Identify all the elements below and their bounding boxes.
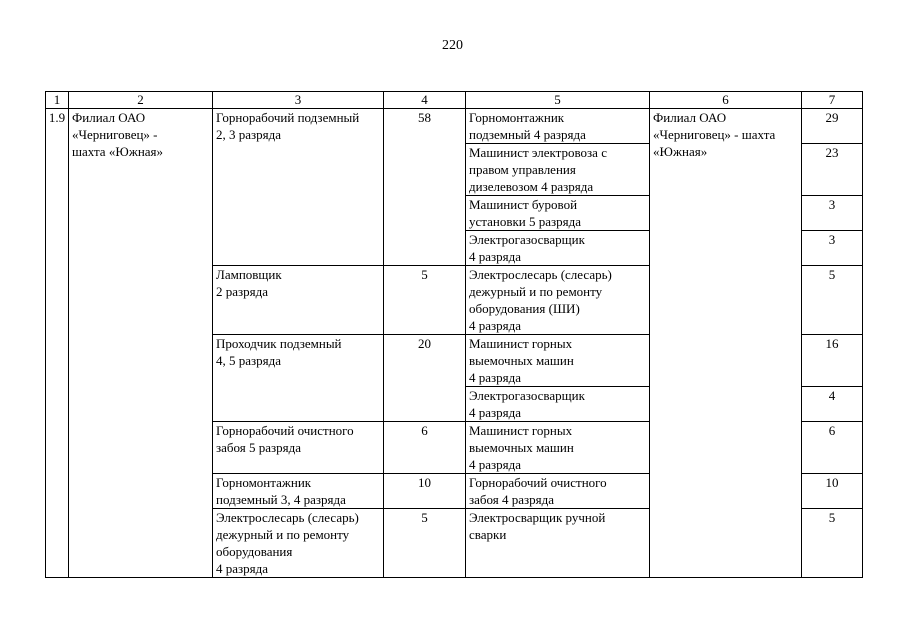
cell-line: Горнорабочий подземный (216, 110, 360, 125)
released-profession-cell (213, 474, 384, 509)
cell-line: Филиал ОАО (72, 110, 146, 125)
cell-line: дизелевозом 4 разряда (469, 179, 594, 194)
target-count-cell: 23 (802, 144, 863, 196)
target-profession-cell (466, 196, 650, 231)
cell-line: подземный 4 разряда (469, 127, 586, 142)
released-profession-cell (213, 335, 384, 422)
header-cell: 5 (466, 92, 650, 109)
target-profession-cell (466, 231, 650, 266)
cell-line: 4, 5 разряда (216, 353, 282, 368)
released-count-cell: 10 (384, 474, 466, 509)
target-profession-cell (466, 266, 650, 335)
cell-line: выемочных машин (469, 353, 574, 368)
released-count-cell: 6 (384, 422, 466, 474)
cell-line: Горнорабочий очистного (216, 423, 354, 438)
header-cell: 6 (650, 92, 802, 109)
released-count-cell: 5 (384, 509, 466, 578)
page-number: 220 (442, 38, 463, 53)
target-count-cell: 4 (802, 387, 863, 422)
cell-line: 2 разряда (216, 284, 269, 299)
cell-line: Горнорабочий очистного (469, 475, 607, 490)
cell-line: Филиал ОАО (653, 110, 727, 125)
table-row (46, 109, 863, 144)
target-profession-cell (466, 474, 650, 509)
cell-line: Горномонтажник (469, 110, 565, 125)
cell-line: забоя 5 разряда (216, 440, 302, 455)
target-profession-cell (466, 335, 650, 387)
cell-line: Ламповщик (216, 267, 282, 282)
header-cell: 4 (384, 92, 466, 109)
cell-line: Электросварщик ручной (469, 510, 606, 525)
released-count-cell: 58 (384, 109, 466, 266)
cell-line: 4 разряда (469, 370, 522, 385)
employee-transfer-table (45, 91, 863, 578)
target-profession-cell (466, 109, 650, 144)
target-count-cell: 10 (802, 474, 863, 509)
cell-line: забоя 4 разряда (469, 492, 555, 507)
header-cell: 2 (69, 92, 213, 109)
cell-line: правом управления (469, 162, 576, 177)
cell-line: Машинист электровоза с (469, 145, 607, 160)
header-cell: 7 (802, 92, 863, 109)
target-profession-cell (466, 422, 650, 474)
target-profession-cell (466, 387, 650, 422)
cell-line: Электрослесарь (слесарь) (469, 267, 612, 282)
target-count-cell: 16 (802, 335, 863, 387)
cell-line: 2, 3 разряда (216, 127, 282, 142)
cell-line: Электрогазосварщик (469, 388, 585, 403)
branch-cell (69, 109, 213, 578)
header-cell: 3 (213, 92, 384, 109)
released-profession-cell (213, 109, 384, 266)
released-profession-cell (213, 422, 384, 474)
cell-line: 4 разряда (216, 561, 269, 576)
released-count-cell: 5 (384, 266, 466, 335)
cell-line: подземный 3, 4 разряда (216, 492, 346, 507)
target-profession-cell (466, 144, 650, 196)
cell-line: «Черниговец» - шахта (653, 127, 776, 142)
target-branch-cell (650, 109, 802, 578)
cell-line: 4 разряда (469, 405, 522, 420)
target-count-cell: 5 (802, 509, 863, 578)
cell-line: дежурный и по ремонту (216, 527, 350, 542)
cell-line: 4 разряда (469, 318, 522, 333)
row-number-cell: 1.9 (46, 109, 69, 578)
cell-line: оборудования (ШИ) (469, 301, 580, 316)
target-count-cell: 3 (802, 231, 863, 266)
cell-line: 4 разряда (469, 249, 522, 264)
header-row (46, 92, 863, 109)
cell-line: Электрослесарь (слесарь) (216, 510, 359, 525)
target-count-cell: 3 (802, 196, 863, 231)
cell-line: дежурный и по ремонту (469, 284, 603, 299)
cell-line: Машинист горных (469, 336, 573, 351)
released-profession-cell (213, 266, 384, 335)
released-profession-cell (213, 509, 384, 578)
cell-line: Электрогазосварщик (469, 232, 585, 247)
target-profession-cell (466, 509, 650, 578)
header-cell: 1 (46, 92, 69, 109)
cell-line: Горномонтажник (216, 475, 312, 490)
target-count-cell: 29 (802, 109, 863, 144)
cell-line: 4 разряда (469, 457, 522, 472)
cell-line: оборудования (216, 544, 293, 559)
cell-line: сварки (469, 527, 507, 542)
cell-line: шахта «Южная» (72, 144, 164, 159)
cell-line: «Южная» (653, 144, 708, 159)
cell-line: Проходчик подземный (216, 336, 342, 351)
target-count-cell: 5 (802, 266, 863, 335)
cell-line: «Черниговец» - (72, 127, 158, 142)
cell-line: Машинист горных (469, 423, 573, 438)
cell-line: выемочных машин (469, 440, 574, 455)
released-count-cell: 20 (384, 335, 466, 422)
cell-line: установки 5 разряда (469, 214, 582, 229)
target-count-cell: 6 (802, 422, 863, 474)
cell-line: Машинист буровой (469, 197, 578, 212)
